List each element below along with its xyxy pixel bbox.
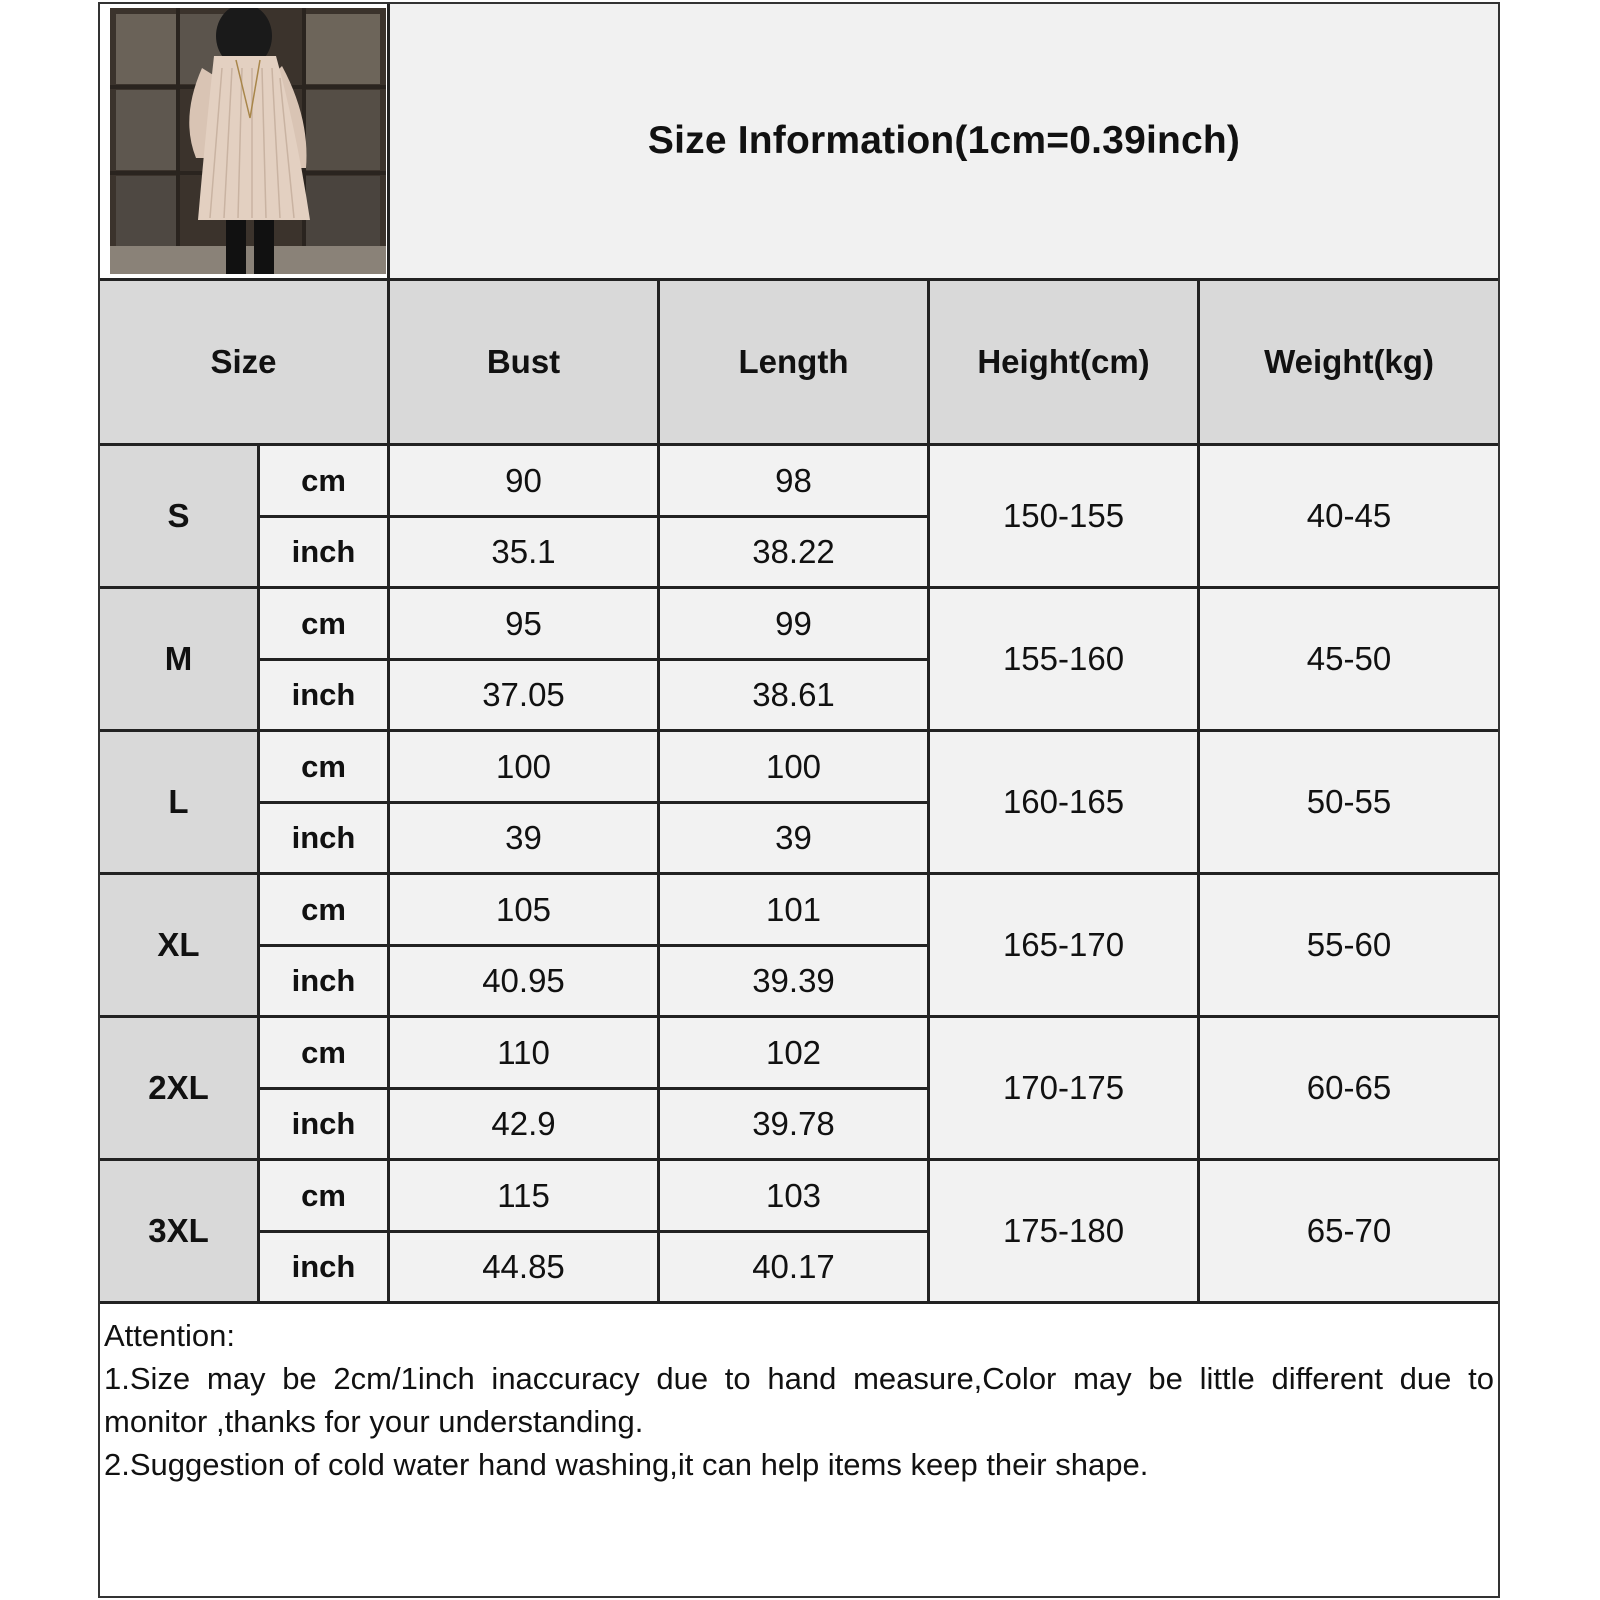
weight-range-value <box>1200 1018 1498 1161</box>
height-range-value <box>930 589 1200 732</box>
bust-cm-value <box>390 875 660 947</box>
height-range-value-text: 160-165 <box>1002 783 1125 820</box>
size-table <box>100 281 1498 1311</box>
length-inch-value <box>660 518 930 589</box>
unit-inch-label <box>260 804 390 875</box>
weight-range-value <box>1200 1161 1498 1304</box>
bust-cm-value-text: 115 <box>497 1176 550 1214</box>
length-inch-value-text: 38.22 <box>752 533 835 570</box>
length-cm-value-text: 100 <box>765 747 822 785</box>
length-inch-value <box>660 947 930 1018</box>
unit-cm-label <box>260 589 390 661</box>
unit-inch-label <box>260 518 390 589</box>
size-label-text: XL <box>157 926 200 963</box>
bust-cm-value-text: 90 <box>505 461 542 499</box>
height-range-value <box>930 446 1200 589</box>
bust-cm-value <box>390 446 660 518</box>
unit-cm-label-text: cm <box>301 1034 346 1070</box>
unit-cm-label <box>260 732 390 804</box>
length-cm-value <box>660 446 930 518</box>
length-inch-value-text: 38.61 <box>752 676 835 713</box>
height-range-value-text: 170-175 <box>1002 1069 1125 1106</box>
title-cell <box>390 4 1498 278</box>
bust-inch-value-text: 42.9 <box>491 1105 556 1142</box>
unit-cm-label-text: cm <box>301 891 346 927</box>
size-label-text: L <box>168 783 189 820</box>
height-range-value-text: 175-180 <box>1002 1212 1125 1249</box>
length-inch-value <box>660 1090 930 1161</box>
height-range-value <box>930 875 1200 1018</box>
weight-range-value <box>1200 875 1498 1018</box>
weight-range-value-text: 40-45 <box>1306 497 1392 534</box>
unit-cm-label-text: cm <box>301 748 346 784</box>
size-label-text: 3XL <box>148 1212 209 1249</box>
header-bust-text: Bust <box>486 343 561 380</box>
unit-inch-label-text: inch <box>291 1106 356 1141</box>
bust-inch-value <box>390 1090 660 1161</box>
note-1-line-b: monitor ,thanks for your understanding. <box>104 1404 644 1439</box>
length-inch-value <box>660 1233 930 1304</box>
unit-inch-label-text: inch <box>291 1249 356 1284</box>
length-cm-value <box>660 732 930 804</box>
size-label <box>100 875 260 1018</box>
unit-cm-label <box>260 446 390 518</box>
size-label <box>100 1161 260 1304</box>
size-label-text: M <box>164 640 193 677</box>
product-photo <box>110 8 386 274</box>
weight-range-value-text: 55-60 <box>1306 926 1392 963</box>
length-inch-value <box>660 661 930 732</box>
length-cm-value-text: 98 <box>775 461 812 499</box>
header-length <box>660 281 930 446</box>
height-range-value <box>930 1161 1200 1304</box>
bust-inch-value <box>390 661 660 732</box>
bust-cm-value-text: 105 <box>495 890 552 928</box>
size-label-text: 2XL <box>148 1069 209 1106</box>
weight-range-value <box>1200 589 1498 732</box>
length-inch-value-text: 39.78 <box>752 1105 835 1142</box>
height-range-value <box>930 732 1200 875</box>
length-inch-value-text: 39.39 <box>752 962 835 999</box>
header-row <box>100 4 1498 281</box>
bust-cm-value <box>390 732 660 804</box>
height-range-value <box>930 1018 1200 1161</box>
length-cm-value <box>660 875 930 947</box>
size-label <box>100 1018 260 1161</box>
length-cm-value <box>660 1018 930 1090</box>
length-cm-value-text: 99 <box>775 604 812 642</box>
bust-inch-value <box>390 947 660 1018</box>
bust-inch-value-text: 40.95 <box>482 962 565 999</box>
attention-notes <box>104 1314 1494 1486</box>
bust-inch-value <box>390 804 660 875</box>
header-weight <box>1200 281 1498 446</box>
bust-inch-value-text: 39 <box>505 819 542 856</box>
header-weight-text: Weight(kg) <box>1264 343 1434 380</box>
header-height <box>930 281 1200 446</box>
unit-inch-label <box>260 661 390 732</box>
unit-cm-label-text: cm <box>301 605 346 641</box>
bust-inch-value-text: 37.05 <box>482 676 565 713</box>
unit-cm-label <box>260 1161 390 1233</box>
weight-range-value <box>1200 732 1498 875</box>
unit-inch-label-text: inch <box>291 820 356 855</box>
weight-range-value-text: 50-55 <box>1306 783 1392 820</box>
bust-cm-value <box>390 1161 660 1233</box>
length-inch-value-text: 39 <box>775 819 812 856</box>
weight-range-value <box>1200 446 1498 589</box>
size-label-text: S <box>167 497 190 534</box>
unit-cm-label-text: cm <box>301 462 346 498</box>
size-label <box>100 446 260 589</box>
weight-range-value-text: 45-50 <box>1306 640 1392 677</box>
unit-inch-label <box>260 947 390 1018</box>
header-bust <box>390 281 660 446</box>
bust-inch-value <box>390 518 660 589</box>
size-label <box>100 589 260 732</box>
size-info-title: Size Information(1cm=0.39inch) <box>647 119 1241 162</box>
length-cm-value-text: 102 <box>765 1033 822 1071</box>
unit-inch-label <box>260 1090 390 1161</box>
height-range-value-text: 150-155 <box>1002 497 1125 534</box>
weight-range-value-text: 65-70 <box>1306 1212 1392 1249</box>
header-size <box>100 281 390 446</box>
unit-inch-label-text: inch <box>291 963 356 998</box>
attention-heading: Attention: <box>104 1318 235 1353</box>
bust-cm-value-text: 95 <box>505 604 542 642</box>
product-photo-cell <box>100 4 390 278</box>
unit-cm-label <box>260 875 390 947</box>
length-cm-value <box>660 1161 930 1233</box>
bust-inch-value-text: 35.1 <box>491 533 556 570</box>
length-cm-value-text: 101 <box>765 890 822 928</box>
length-cm-value <box>660 589 930 661</box>
height-range-value-text: 155-160 <box>1002 640 1125 677</box>
length-cm-value-text: 103 <box>765 1176 822 1214</box>
bust-inch-value-text: 44.85 <box>482 1248 565 1285</box>
bust-cm-value <box>390 589 660 661</box>
unit-inch-label-text: inch <box>291 534 356 569</box>
note-1-line-a: 1.Size may be 2cm/1inch inaccuracy due to hand measure,Color may be little different due to <box>104 1361 1494 1396</box>
bust-cm-value-text: 100 <box>495 747 552 785</box>
unit-cm-label <box>260 1018 390 1090</box>
bust-cm-value-text: 110 <box>497 1033 550 1071</box>
size-chart-sheet <box>98 2 1500 1598</box>
weight-range-value-text: 60-65 <box>1306 1069 1392 1106</box>
unit-cm-label-text: cm <box>301 1177 346 1213</box>
header-length-text: Length <box>738 343 849 380</box>
unit-inch-label <box>260 1233 390 1304</box>
header-size-text: Size <box>210 343 277 380</box>
unit-inch-label-text: inch <box>291 677 356 712</box>
bust-cm-value <box>390 1018 660 1090</box>
note-2: 2.Suggestion of cold water hand washing,it can help items keep their shape. <box>104 1447 1149 1482</box>
length-inch-value <box>660 804 930 875</box>
height-range-value-text: 165-170 <box>1002 926 1125 963</box>
header-height-text: Height(cm) <box>977 343 1150 380</box>
size-label <box>100 732 260 875</box>
bust-inch-value <box>390 1233 660 1304</box>
length-inch-value-text: 40.17 <box>752 1248 835 1285</box>
